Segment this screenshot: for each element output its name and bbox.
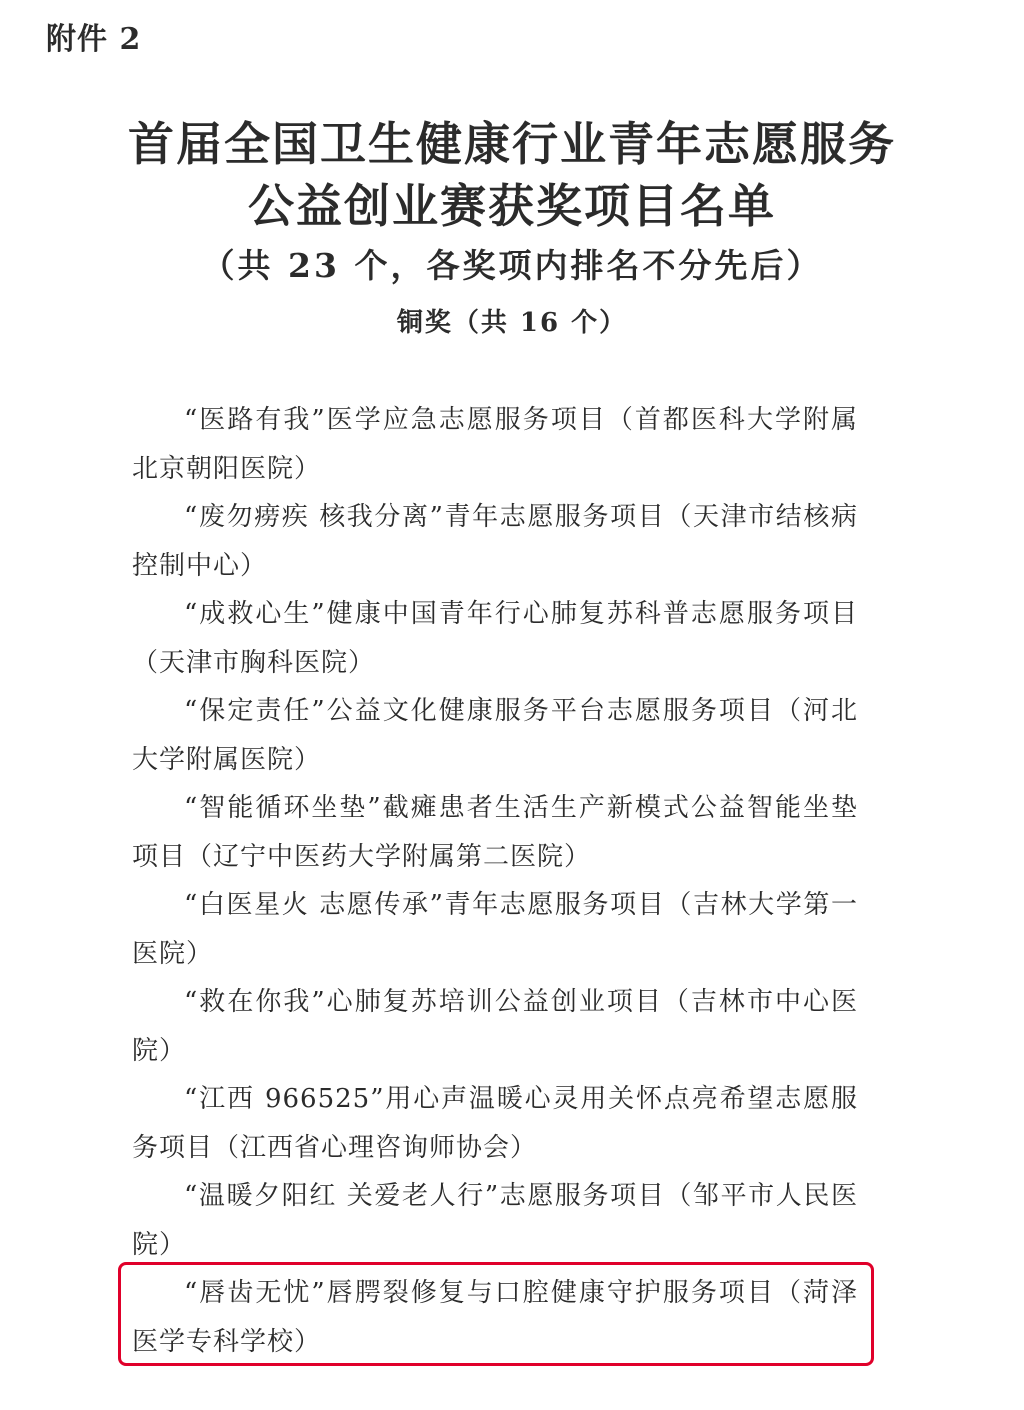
award-item: “保定责任”公益文化健康服务平台志愿服务项目（河北大学附属医院） [132, 696, 858, 775]
award-item: “救在你我”心肺复苏培训公益创业项目（吉林市中心医院） [132, 987, 858, 1066]
document-subtitle: （共 23 个，各奖项内排名不分先后） [201, 246, 823, 285]
award-item: “白医星火 志愿传承”青年志愿服务项目（吉林大学第一医院） [132, 890, 858, 969]
attachment-label: 附件 2 [46, 22, 142, 57]
award-item: “温暖夕阳红 关爱老人行”志愿服务项目（邹平市人民医院） [132, 1181, 858, 1260]
award-item: “江西 966525”用心声温暖心灵用关怀点亮希望志愿服务项目（江西省心理咨询师协会） [132, 1084, 858, 1163]
award-item: “废勿痨疾 核我分离”青年志愿服务项目（天津市结核病控制中心） [132, 502, 858, 581]
award-list [132, 396, 858, 1366]
highlight-box [118, 1262, 874, 1366]
award-item-highlighted: “唇齿无忧”唇腭裂修复与口腔健康守护服务项目（菏泽医学专科学校） [132, 1278, 858, 1357]
award-item: “智能循环坐垫”截瘫患者生活生产新模式公益智能坐垫项目（辽宁中医药大学附属第二医院） [132, 793, 858, 872]
award-item: “医路有我”医学应急志愿服务项目（首都医科大学附属北京朝阳医院） [132, 405, 858, 484]
document-title-line-2: 公益创业赛获奖项目名单 [248, 179, 776, 233]
award-item: “成救心生”健康中国青年行心肺复苏科普志愿服务项目（天津市胸科医院） [132, 599, 858, 678]
section-heading-bronze: 铜奖（共 16 个） [396, 308, 628, 338]
document-title-line-1: 首届全国卫生健康行业青年志愿服务 [128, 117, 896, 171]
